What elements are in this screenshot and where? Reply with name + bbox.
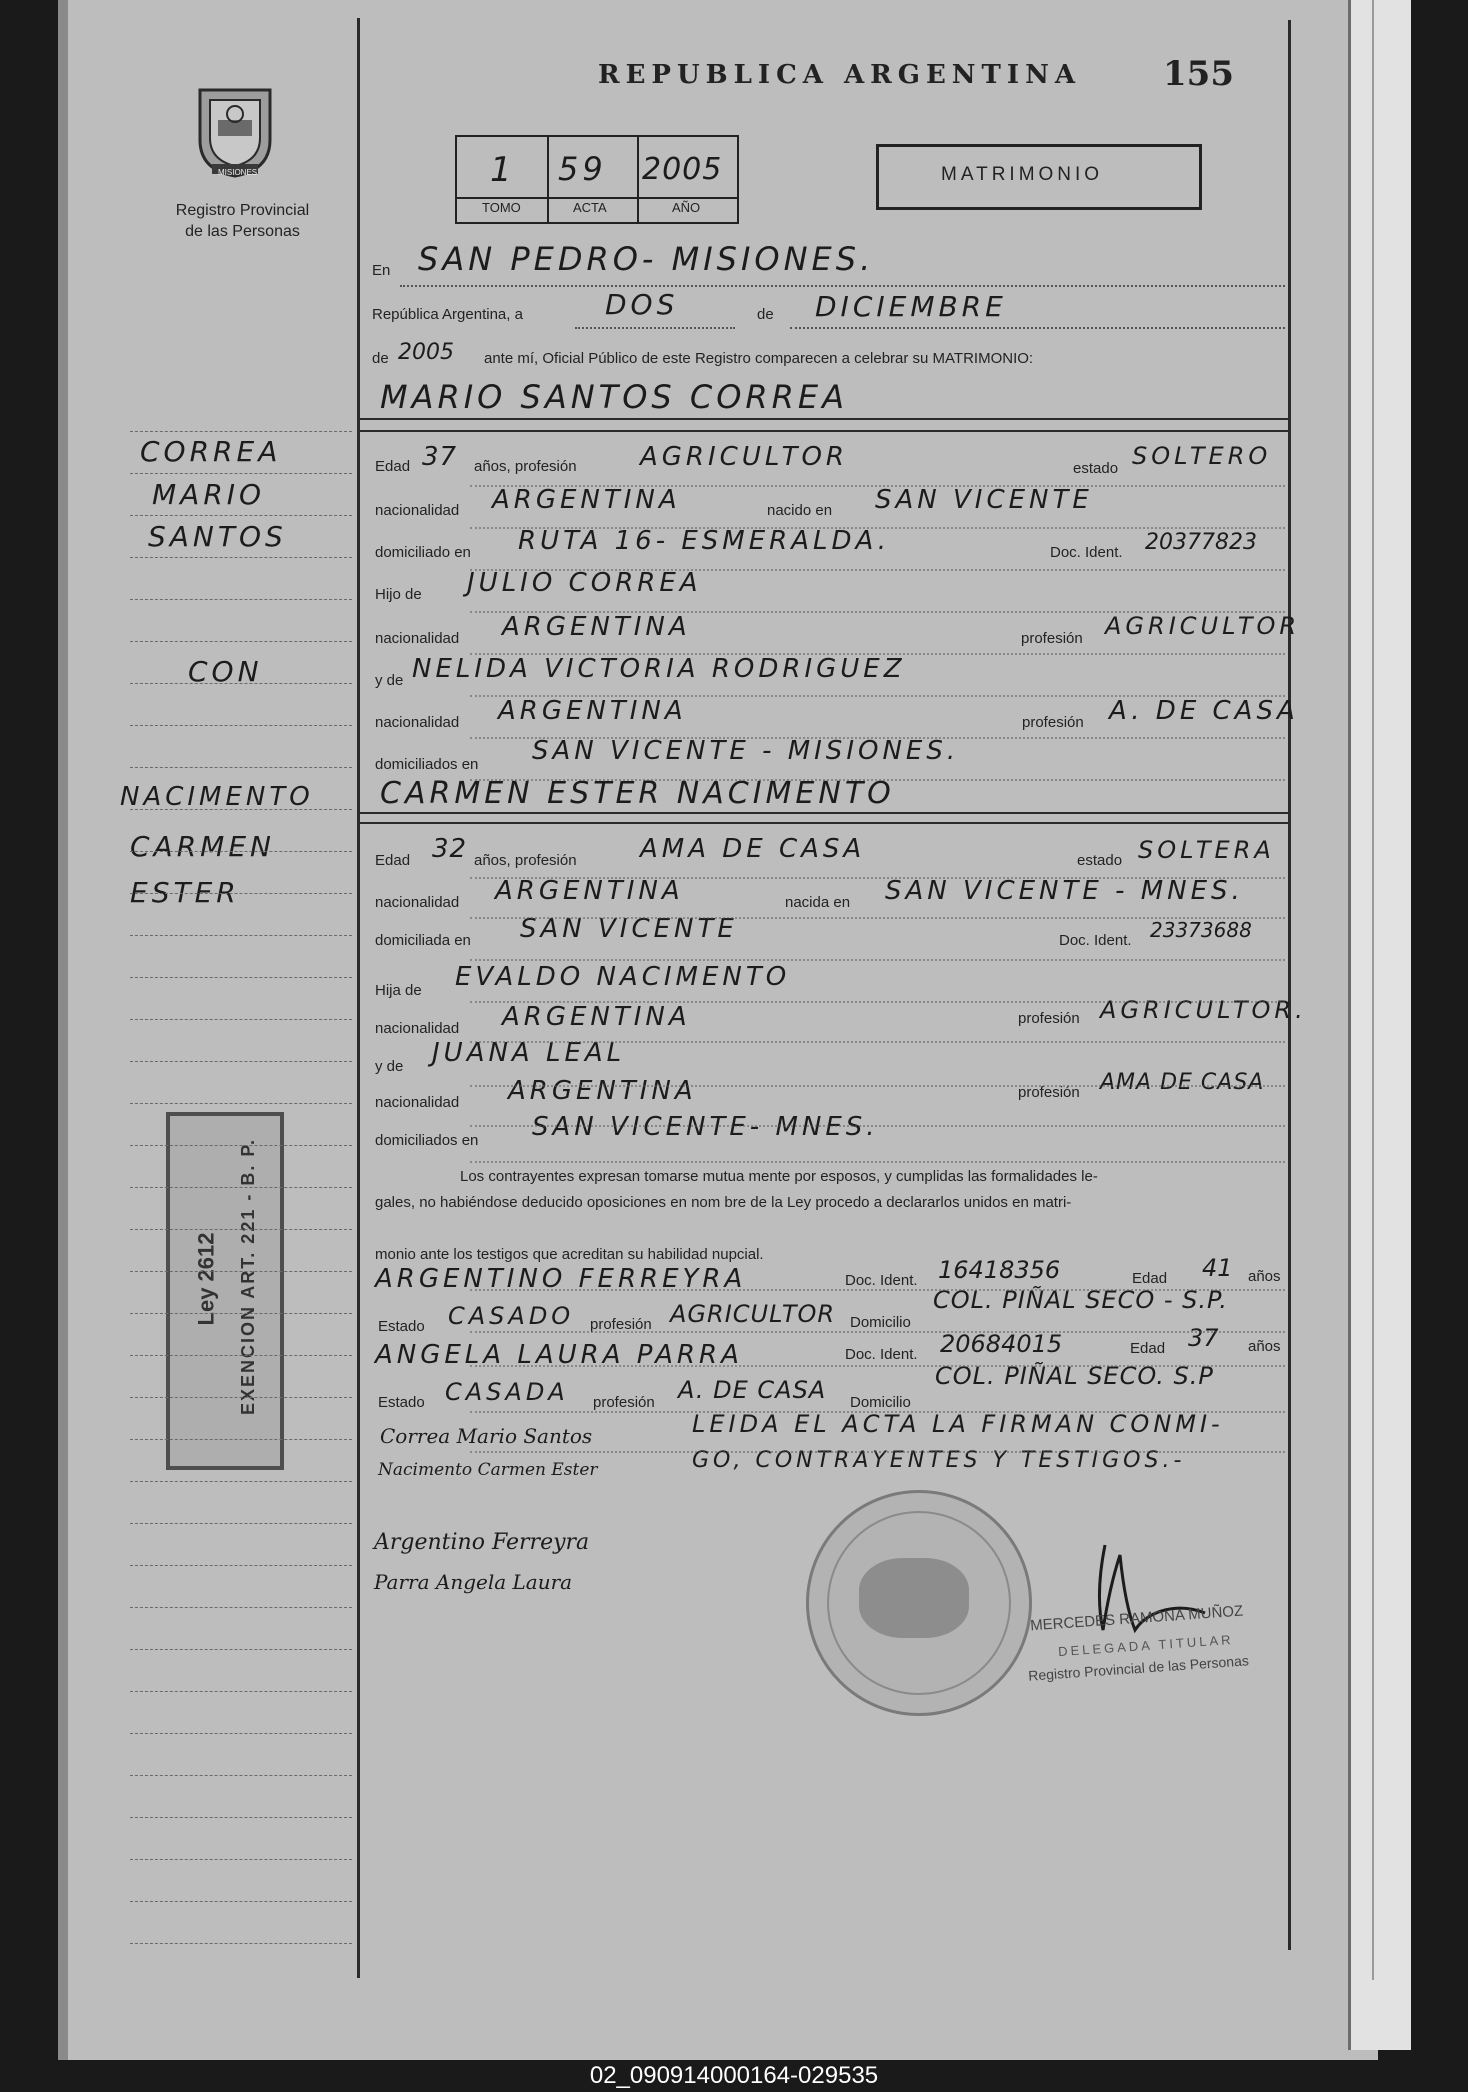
binding-shadow (58, 0, 68, 2060)
tomo-label: TOMO (482, 200, 521, 215)
witness2-signature: Parra Angela Laura (374, 1570, 573, 1594)
witness1-domicilio-label: Domicilio (850, 1314, 911, 1331)
witness2-edad-label: Edad (1130, 1340, 1166, 1357)
margin-bride-line-1: NACIMENTO (120, 782, 314, 812)
closing-text-2: GO, CONTRAYENTES Y TESTIGOS.- (692, 1448, 1186, 1473)
witness1-doc-number: 16418356 (938, 1256, 1061, 1284)
groom-father: JULIO CORREA (467, 568, 702, 598)
margin-rule (130, 1480, 352, 1482)
margin-rule (130, 1732, 352, 1734)
groom-estado-label: estado (1073, 460, 1119, 477)
groom-father-nat-label: nacionalidad (375, 630, 460, 647)
bride-father-nationality: ARGENTINA (502, 1002, 691, 1032)
bride-mother-nat-label: nacionalidad (375, 1094, 460, 1111)
form-dotted-line (470, 1040, 1285, 1043)
ano-value: 2005 (642, 152, 723, 187)
margin-rule (130, 1186, 352, 1188)
registry-name: Registro Provincial de las Personas (175, 202, 310, 240)
page-edge-line (1372, 0, 1392, 1980)
republica-label: República Argentina, a (372, 306, 523, 323)
groom-anos-label: años, profesión (474, 458, 577, 475)
bride-nacida-label: nacida en (785, 894, 851, 911)
margin-groom-line-2: MARIO (152, 478, 266, 511)
official-office: Registro Provincial de las Personas (1027, 1652, 1250, 1684)
page-number: 155 (1163, 54, 1234, 94)
margin-rule (130, 808, 352, 810)
form-dotted-line (470, 916, 1285, 919)
margin-rule (130, 556, 352, 558)
form-dotted-line (470, 1364, 1285, 1367)
margin-rule (130, 766, 352, 768)
margin-rule (130, 1312, 352, 1314)
form-dotted-line (470, 1084, 1285, 1087)
groom-mother-nat-label: nacionalidad (375, 714, 460, 731)
margin-bride-line-3: ESTER (130, 876, 240, 909)
bride-full-name: CARMEN ESTER NACIMENTO (380, 776, 895, 811)
groom-address: RUTA 16- ESMERALDA. (518, 526, 891, 556)
form-dotted-line (470, 778, 1285, 781)
ano-label: AÑO (672, 200, 701, 215)
margin-rule (130, 1102, 352, 1104)
official-name: MERCEDES RAMONA MUÑOZ (1029, 1602, 1244, 1635)
bride-doc-label: Doc. Ident. (1059, 932, 1132, 949)
groom-age: 37 (422, 442, 458, 472)
bride-age: 32 (432, 834, 468, 864)
exemption-stamp-text-1: Ley 2612 (193, 1232, 219, 1326)
form-dotted-line (470, 958, 1285, 961)
groom-father-profession: AGRICULTOR (1105, 612, 1301, 640)
form-dotted-line (470, 484, 1285, 487)
year-prefix: de (372, 350, 389, 367)
bride-parents-address: SAN VICENTE- MNES. (532, 1112, 879, 1142)
de-label: de (757, 306, 774, 323)
bride-hija-label: Hija de (375, 982, 422, 999)
bride-address: SAN VICENTE (520, 914, 738, 944)
witness2-doc-label: Doc. Ident. (845, 1346, 918, 1363)
groom-parents-address: SAN VICENTE - MISIONES. (532, 736, 960, 766)
margin-rule (130, 1354, 352, 1356)
form-dotted-line (470, 652, 1285, 655)
bride-mother-profession: AMA DE CASA (1100, 1070, 1265, 1095)
margin-bride-line-2: CARMEN (130, 830, 275, 863)
form-dotted-line (470, 876, 1285, 879)
groom-doc-number: 20377823 (1145, 530, 1257, 555)
margin-rule (130, 1396, 352, 1398)
bride-parents-dom-label: domiciliados en (375, 1132, 479, 1149)
intro-statement: ante mí, Oficial Público de este Registro comparecen a celebrar su MATRIMONIO: (484, 350, 1034, 367)
margin-rule (130, 1438, 352, 1440)
declaration-line-3: monio ante los testigos que acreditan su habilidad nupcial. (375, 1246, 764, 1263)
margin-rule (130, 1816, 352, 1818)
margin-rule (130, 598, 352, 600)
groom-birthplace: SAN VICENTE (875, 485, 1093, 515)
witness1-marital-status: CASADO (448, 1302, 575, 1330)
witness1-address: COL. PIÑAL SECO - S.P. (933, 1286, 1228, 1314)
witness2-anos-label: años (1248, 1338, 1281, 1355)
witness1-age: 41 (1202, 1254, 1233, 1282)
witness1-anos-label: años (1248, 1268, 1281, 1285)
bride-profession: AMA DE CASA (640, 834, 866, 864)
form-dotted-line (470, 568, 1285, 571)
bride-anos-label: años, profesión (474, 852, 577, 869)
form-dotted-line (470, 1160, 1285, 1163)
bride-domiciliada-label: domiciliada en (375, 932, 471, 949)
form-dotted-line (470, 610, 1285, 613)
groom-nationality-label: nacionalidad (375, 502, 460, 519)
form-dotted-line (470, 736, 1285, 739)
margin-rule (130, 1018, 352, 1020)
form-dotted-line (470, 1288, 1285, 1291)
bride-edad-label: Edad (375, 852, 411, 869)
image-id-footer: 02_090914000164-029535 (589, 2062, 879, 2089)
marriage-month: DICIEMBRE (815, 290, 1007, 323)
groom-father-prof-label: profesión (1021, 630, 1083, 647)
witness2-profession: A. DE CASA (678, 1376, 827, 1404)
margin-rule (130, 1228, 352, 1230)
bride-nationality: ARGENTINA (495, 876, 684, 906)
groom-nationality: ARGENTINA (492, 485, 681, 515)
bride-father-profession: AGRICULTOR. (1100, 996, 1307, 1024)
margin-rule (130, 1522, 352, 1524)
groom-edad-label: Edad (375, 458, 411, 475)
witness1-edad-label: Edad (1132, 1270, 1168, 1287)
margin-rule (130, 892, 352, 894)
witness2-domicilio-label: Domicilio (850, 1394, 911, 1411)
groom-full-name: MARIO SANTOS CORREA (380, 378, 848, 416)
margin-divider (357, 18, 360, 1978)
witness2-estado-label: Estado (378, 1394, 425, 1411)
bride-mother-prof-label: profesión (1018, 1084, 1080, 1101)
margin-rule (130, 1942, 352, 1944)
groom-signature: Correa Mario Santos (380, 1424, 593, 1448)
form-dotted-line (470, 1450, 1285, 1453)
margin-rule (130, 1144, 352, 1146)
form-dotted-line (470, 1410, 1285, 1413)
form-dotted-line (470, 1000, 1285, 1003)
act-type: MATRIMONIO (941, 164, 1104, 185)
crest-label: MISIONES (218, 168, 258, 177)
registry-crest-icon (190, 80, 280, 180)
witness2-name: ANGELA LAURA PARRA (375, 1340, 743, 1370)
margin-rule (130, 976, 352, 978)
margin-rule (130, 1774, 352, 1776)
exemption-stamp-text-2: EXENCION ART. 221 - B. P. (238, 1137, 259, 1416)
margin-rule (130, 1606, 352, 1608)
marriage-day: DOS (605, 288, 679, 321)
exemption-stamp (166, 1112, 284, 1470)
groom-profession: AGRICULTOR (640, 442, 848, 472)
margin-rule (130, 1690, 352, 1692)
form-dotted-line (470, 694, 1285, 697)
groom-mother-nationality: ARGENTINA (498, 696, 687, 726)
margin-groom-line-1: CORREA (140, 435, 282, 468)
witness1-doc-label: Doc. Ident. (845, 1272, 918, 1289)
bride-mother-nationality: ARGENTINA (508, 1076, 697, 1106)
document-page (58, 0, 1378, 2060)
margin-rule (130, 1564, 352, 1566)
groom-mother: NELIDA VICTORIA RODRIGUEZ (412, 654, 906, 684)
margin-rule (130, 430, 352, 432)
margin-rule (130, 514, 352, 516)
bride-signature: Nacimento Carmen Ester (378, 1460, 598, 1480)
margin-rule (130, 1858, 352, 1860)
groom-parents-dom-label: domiciliados en (375, 756, 479, 773)
margin-rule (130, 472, 352, 474)
right-border (1288, 20, 1291, 1950)
margin-connector: CON (188, 655, 263, 688)
margin-rule (130, 850, 352, 852)
groom-y-de-label: y de (375, 672, 404, 689)
bride-father: EVALDO NACIMENTO (455, 962, 791, 992)
marriage-year: 2005 (398, 340, 454, 365)
bride-estado-label: estado (1077, 852, 1123, 869)
witness2-age: 37 (1188, 1324, 1219, 1352)
closing-text-1: LEIDA EL ACTA LA FIRMAN CONMI- (692, 1410, 1224, 1438)
witness2-profesion-label: profesión (593, 1394, 655, 1411)
declaration-line-2: gales, no habiéndose deducido oposiciones en nom bre de la Ley procedo a declararlos unidos en matri- (375, 1194, 1072, 1211)
margin-rule (130, 724, 352, 726)
bride-father-prof-label: profesión (1018, 1010, 1080, 1027)
witness1-signature: Argentino Ferreyra (374, 1530, 590, 1555)
bride-marital-status: SOLTERA (1138, 836, 1275, 864)
margin-rule (130, 640, 352, 642)
groom-hijo-label: Hijo de (375, 586, 422, 603)
official-title: DELEGADA TITULAR (1057, 1631, 1234, 1660)
bride-birthplace: SAN VICENTE - MNES. (885, 876, 1244, 906)
margin-rule (130, 682, 352, 684)
groom-doc-label: Doc. Ident. (1050, 544, 1123, 561)
bride-father-nat-label: nacionalidad (375, 1020, 460, 1037)
margin-rule (130, 1900, 352, 1902)
witness1-estado-label: Estado (378, 1318, 425, 1335)
witness1-name: ARGENTINO FERREYRA (375, 1264, 747, 1294)
margin-groom-line-3: SANTOS (148, 520, 287, 553)
groom-mother-profession: A. DE CASA (1109, 696, 1299, 726)
margin-rule (130, 934, 352, 936)
bride-mother: JUANA LEAL (432, 1038, 626, 1068)
en-label: En (372, 262, 391, 279)
country-heading: REPUBLICA ARGENTINA (598, 60, 1082, 90)
witness1-profession: AGRICULTOR (670, 1300, 836, 1328)
witness2-address: COL. PIÑAL SECO. S.P (935, 1362, 1214, 1390)
groom-domiciliado-label: domiciliado en (375, 544, 471, 561)
form-dotted-line (470, 526, 1285, 529)
groom-nacido-label: nacido en (767, 502, 833, 519)
witness1-profesion-label: profesión (590, 1316, 652, 1333)
groom-marital-status: SOLTERO (1132, 442, 1272, 470)
margin-rule (130, 1648, 352, 1650)
margin-rule (130, 1060, 352, 1062)
bride-y-de-label: y de (375, 1058, 404, 1075)
bride-doc-number: 23373688 (1150, 918, 1252, 942)
acta-label: ACTA (573, 200, 607, 215)
form-dotted-line (470, 1330, 1285, 1333)
form-dotted-line (470, 1124, 1285, 1127)
bride-nationality-label: nacionalidad (375, 894, 460, 911)
groom-father-nationality: ARGENTINA (502, 612, 691, 642)
margin-rule (130, 1270, 352, 1272)
tomo-value: 1 (490, 150, 516, 190)
marriage-place: SAN PEDRO- MISIONES. (418, 240, 875, 278)
declaration-line-1: Los contrayentes expresan tomarse mutua mente por esposos, y cumplidas las formalidades le- (460, 1168, 1098, 1185)
groom-mother-prof-label: profesión (1022, 714, 1084, 731)
witness2-marital-status: CASADA (445, 1378, 569, 1406)
witness2-doc-number: 20684015 (940, 1330, 1063, 1358)
acta-value: 59 (558, 150, 607, 188)
official-seal-icon (806, 1490, 1032, 1716)
